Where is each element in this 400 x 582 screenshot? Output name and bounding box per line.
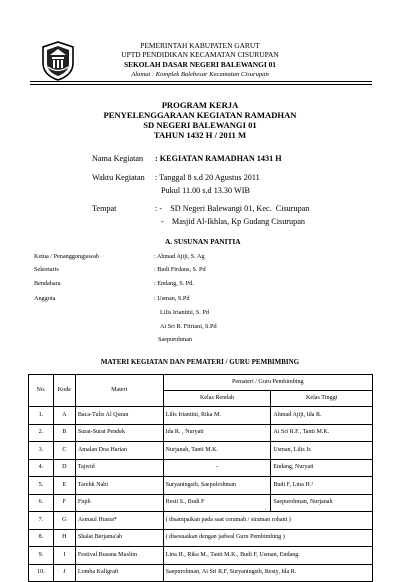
row-materi: Amalan Doa Harian: [75, 442, 163, 460]
panitia-name: : Usman, S.Pd: [154, 295, 190, 302]
table-row: [29, 477, 373, 495]
row-kode: I: [53, 547, 75, 565]
table-row: [29, 459, 373, 477]
row-no: 7.: [29, 512, 54, 530]
row-kode: D: [53, 459, 75, 477]
table-row: [29, 564, 373, 582]
row-kelas-tinggi: Budi F, Lina H.¹: [271, 477, 373, 495]
row-no: 9.: [29, 547, 54, 565]
header-materi: Materi: [75, 375, 163, 407]
row-no: 8.: [29, 529, 54, 547]
header-kode: Kode: [53, 375, 75, 407]
row-kode: A: [53, 407, 75, 425]
row-materi: Shalat Berjama'ah: [75, 529, 163, 547]
row-kelas-tinggi: Saepurohman, Nurjanah: [271, 494, 373, 512]
row-no: 6.: [29, 494, 54, 512]
panitia-name: Lilis Iriantini, S. Pd: [160, 309, 209, 316]
row-no: 2.: [29, 424, 54, 442]
panitia-role: Ketua / Penanggungjawab: [34, 253, 99, 260]
letterhead-rule-thin: [30, 84, 372, 85]
doc-title-line-4: TAHUN 1432 H / 2011 M: [153, 130, 247, 140]
row-materi: Festival Busana Muslim: [75, 547, 163, 565]
panitia-name: : Endang, S. Pd.: [154, 280, 194, 287]
nama-kegiatan-label: Nama Kegiatan: [92, 154, 144, 163]
row-kode: F: [53, 494, 75, 512]
table-row: [29, 442, 373, 460]
table-row: [29, 424, 373, 442]
row-kode: B: [53, 424, 75, 442]
row-kode: G: [53, 512, 75, 530]
panitia-role: Bendahara: [34, 280, 61, 287]
panitia-name: Saepurohman: [158, 336, 193, 343]
row-materi: Asmaul Husna*: [75, 512, 163, 530]
materi-heading: MATERI KEGIATAN DAN PEMATERI / GURU PEMBIMBING: [100, 358, 300, 366]
header-kelas-tinggi: Kelas Tinggi: [271, 391, 373, 407]
row-kelas-tinggi: Ai Sri R.F., Tanti M.K.: [271, 424, 373, 442]
row-kelas-rendah: -: [163, 459, 271, 477]
waktu-kegiatan-label: Waktu Kegiatan: [92, 173, 145, 182]
panitia-name: Ai Sri R. Fitriani, S.Pd: [160, 323, 217, 330]
row-materi: Fiqih: [75, 494, 163, 512]
row-no: 1.: [29, 407, 54, 425]
letterhead-rule-thick: [30, 81, 372, 82]
row-materi: Baca-Tulis Al Quran: [75, 407, 163, 425]
row-pemateri-merged: ( disampaikan pada saat ceramah / siraman rohani ): [163, 512, 372, 530]
panitia-role: Sekretaris: [34, 266, 59, 273]
header-no: No.: [29, 375, 54, 407]
row-kelas-tinggi: Ahmad Ajiji, Ida R.: [271, 407, 373, 425]
row-kelas-tinggi: Usman, Lilis Ir.: [271, 442, 373, 460]
row-materi: Tarehk Nabi: [75, 477, 163, 495]
tempat-value-2: - Masjid Al-Ikhlas, Kp Gudang Cisurupan: [161, 217, 305, 226]
row-pemateri-merged: Lina H., Rika M., Tanti M.K., Budi F, Usman, Endang.: [163, 547, 372, 565]
row-no: 4.: [29, 459, 54, 477]
table-row: [29, 529, 373, 547]
table-row: [29, 547, 373, 565]
row-kode: H: [53, 529, 75, 547]
row-kelas-rendah: Ida R. , Nuryati: [163, 424, 271, 442]
row-no: 3.: [29, 442, 54, 460]
table-row: [29, 494, 373, 512]
doc-title-line-3: SD NEGERI BALEWANGI 01: [143, 120, 257, 130]
letterhead-school-name: SEKOLAH DASAR NEGERI BALEWANGI 01: [124, 60, 276, 69]
row-kode: C: [53, 442, 75, 460]
row-kelas-rendah: Nurjanah, Tanti M.K.: [163, 442, 271, 460]
panitia-name: : Budi Firdaus, S. Pd: [154, 266, 206, 273]
row-kelas-rendah: Resti S., Budi F: [163, 494, 271, 512]
row-pemateri-merged: ( disesuaikan dengan jadwal Guru Pembimbing ): [163, 529, 372, 547]
panitia-role: Anggota: [34, 295, 56, 302]
row-no: 5.: [29, 477, 54, 495]
letterhead-line-1: PEMERINTAH KABUPATEN GARUT: [140, 41, 260, 50]
row-kode: J: [53, 564, 75, 582]
table-row: [29, 407, 373, 425]
tempat-label: Tempat: [92, 204, 117, 213]
nama-kegiatan-value: : KEGIATAN RAMADHAN 1431 H: [155, 154, 282, 163]
tempat-value-1: : - SD Negeri Balewangi 01, Kec. Cisurupan: [155, 204, 310, 213]
panitia-name: : Ahmad Ajiji, S. Ag: [154, 253, 205, 260]
doc-title-line-1: PROGRAM KERJA: [161, 100, 239, 110]
row-materi: Tajwid: [75, 459, 163, 477]
row-kelas-rendah: Suryaningsih, Saepulrohman: [163, 477, 271, 495]
waktu-kegiatan-time: Pukul 11.00 s.d 13.30 WIB: [161, 186, 250, 195]
header-pemateri: Pemateri / Guru Pembimbing: [163, 375, 372, 391]
doc-title-line-2: PENYELENGGARAAN KEGIATAN RAMADHAN: [103, 110, 297, 120]
row-kelas-rendah: Lilis Iriantini, Rika M.: [163, 407, 271, 425]
materi-table: [28, 374, 373, 582]
header-kelas-rendah: Kelas Rendah: [163, 391, 271, 407]
row-materi: Lomba Kaligrafi: [75, 564, 163, 582]
row-no: 10.: [29, 564, 54, 582]
row-materi: Surat-Surat Pendek: [75, 424, 163, 442]
row-pemateri-merged: Saepurohman, Ai Sri R.F, Suryaningsih, Resty, Ida R.: [163, 564, 372, 582]
letterhead-line-2: UPTD PENDIDIKAN KECAMATAN CISURUPAN: [121, 50, 279, 59]
letterhead-address: Alamat : Komplek Balebesar Kecamatan Cisurupan: [131, 71, 269, 78]
row-kode: E: [53, 477, 75, 495]
row-kelas-tinggi: Endang, Nuryati: [271, 459, 373, 477]
waktu-kegiatan-date: : Tanggal 8 s.d 20 Agustus 2011: [155, 173, 260, 182]
table-row: [29, 512, 373, 530]
susunan-panitia-heading: A. SUSUNAN PANITIA: [165, 237, 241, 246]
